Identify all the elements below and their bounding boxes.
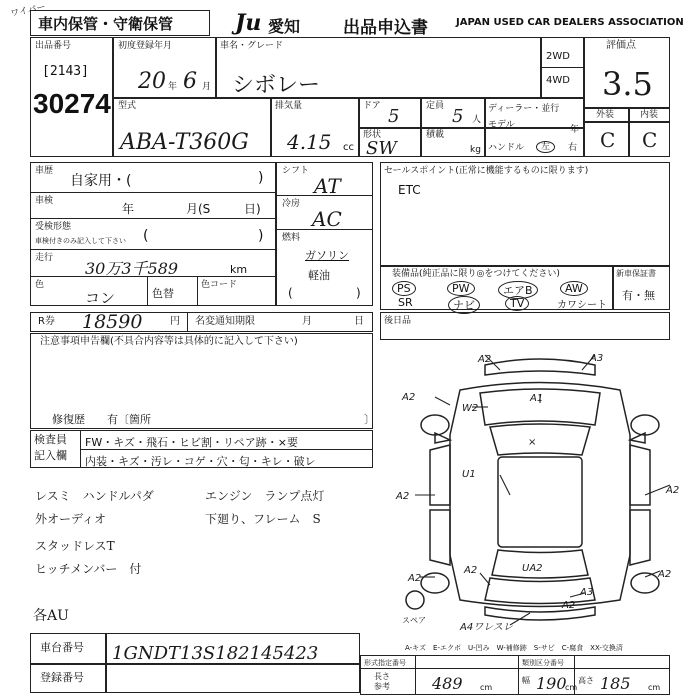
aircon-label: 冷房 — [282, 199, 301, 209]
divider — [518, 655, 519, 695]
divider — [112, 97, 583, 99]
divider — [197, 276, 198, 306]
doors-label: ドア — [363, 101, 381, 111]
inspection-month: 月(S — [186, 202, 211, 216]
remark-2: エンジン ランプ点灯 — [205, 489, 325, 503]
displacement-unit: cc — [343, 142, 354, 153]
divider — [540, 67, 583, 68]
receipt-label: 受検形態 — [35, 222, 72, 232]
divider — [215, 37, 217, 97]
registration-label: 初度登録年月 — [118, 41, 173, 51]
equipment-label: 装備品(純正品に限り◎をつけてください) — [392, 269, 560, 279]
equipment-navi: ナビ — [448, 296, 480, 314]
mark-mirror-a2: A2 — [402, 392, 416, 403]
divider — [583, 107, 670, 109]
divider — [187, 312, 188, 332]
mark-tailgate-a3: A3 — [580, 587, 594, 598]
divider — [628, 107, 630, 157]
recycle-label: R券 — [38, 316, 55, 327]
recycle-value: 18590 — [82, 311, 143, 333]
registration-number-label: 登録番号 — [40, 671, 84, 684]
ju-logo: Ju — [235, 10, 262, 36]
mileage-value: 30万3千589 — [85, 259, 179, 278]
association-name: JAPAN USED CAR DEALERS ASSOCIATION — [456, 17, 684, 28]
chassis-label: 車台番号 — [40, 641, 84, 654]
warranty-label: 新車保証書 — [616, 269, 656, 278]
handle-label: ハンドル — [488, 143, 525, 153]
color-change-label: 色替 — [152, 287, 174, 300]
car-name-label: 車名・グレード — [220, 41, 284, 51]
interior-grade: C — [642, 128, 658, 152]
length-unit: cm — [480, 683, 493, 692]
inspector-label-1: 検査員 — [34, 433, 67, 446]
interior-label: 内装 — [640, 110, 659, 120]
divider — [360, 668, 670, 669]
displacement-label: 排気量 — [275, 101, 303, 111]
receipt-close: ) — [258, 228, 264, 244]
capacity-label: 定員 — [426, 101, 445, 111]
mark-front-a2: A2 — [478, 354, 492, 365]
category-label: 類別区分番号 — [522, 659, 564, 667]
sales-point-value: ETC — [398, 183, 421, 197]
car-name: シボレー — [232, 73, 321, 98]
warranty-value: 有・無 — [622, 289, 655, 302]
length-label: 長さ — [374, 672, 390, 681]
model-designation-label: 形式指定番号 — [364, 659, 406, 667]
listing-number: 30274 — [33, 88, 111, 119]
divider — [147, 276, 148, 306]
reference-label: 参考 — [374, 682, 390, 691]
equipment-ps: PS — [392, 281, 416, 296]
exterior-label: 外装 — [596, 110, 615, 120]
shape-label: 形状 — [363, 130, 382, 140]
width-unit: cm — [565, 683, 578, 692]
model-year-label: モデル — [488, 120, 515, 130]
repair-history: 修復歴 有〔箇所 — [52, 413, 151, 426]
length-value: 489 — [432, 674, 463, 693]
spare-label: スペア — [402, 616, 426, 625]
history-close: ) — [258, 170, 264, 186]
rating-score: 3.5 — [602, 65, 653, 103]
height-label: 高さ — [578, 676, 594, 685]
damage-legend: A-キズ E-エクボ U-凹み W-補修跡 S-サビ C-腐食 XX-交換済 — [405, 644, 623, 652]
mileage-label: 走行 — [35, 253, 54, 263]
recycle-unit: 円 — [170, 316, 180, 327]
registration-month: 6 — [183, 69, 197, 94]
history-value: 自家用・( — [70, 173, 132, 189]
aircon-value: AC — [312, 207, 342, 231]
height-unit: cm — [648, 683, 661, 692]
equipment-leather-seat: カワシート — [557, 300, 607, 311]
inspector-label-2: 記入欄 — [34, 449, 67, 462]
drive-2wd: 2WD — [546, 51, 570, 62]
model-label: 型式 — [118, 101, 137, 111]
mark-windshield-x: × — [528, 437, 537, 448]
receipt-note: 車検付きのみ記入して下さい — [35, 237, 126, 245]
shift-label: シフト — [282, 166, 310, 176]
registration-year-unit: 年 — [168, 82, 178, 92]
rating-label: 評価点 — [606, 40, 636, 51]
divider — [583, 37, 585, 157]
rear-items-box — [380, 312, 670, 340]
storage-type: 車内保管・守衛保管 — [38, 15, 174, 33]
registration-month-unit: 月 — [202, 82, 212, 92]
color-label: 色 — [35, 280, 45, 290]
mark-bumper-a2: A2 — [562, 600, 576, 611]
shift-value: AT — [314, 174, 341, 198]
mark-roof-u1: U1 — [462, 469, 476, 480]
capacity-unit: 人 — [472, 115, 482, 125]
fuel-diesel: 軽油 — [308, 269, 330, 282]
inspection-label: 車検 — [35, 196, 54, 206]
exterior-grade: C — [600, 128, 616, 152]
handle-right: 右 — [568, 143, 578, 153]
mileage-unit: km — [230, 263, 248, 276]
rear-items-label: 後日品 — [384, 316, 412, 326]
load-label: 積載 — [426, 130, 445, 140]
color-code-label: 色コード — [201, 280, 238, 290]
mark-right-door-a2: A2 — [666, 485, 680, 496]
listing-sub-number: [2143] — [42, 64, 89, 79]
sales-point-label: セールスポイント(正常に機能するものに限ります) — [384, 166, 589, 176]
divider — [415, 655, 416, 695]
notes-label: 注意事項申告欄(不具合内容等は具体的に記入して下さい) — [40, 336, 298, 347]
width-value: 190 — [536, 674, 567, 693]
form-title: 出品申込書 — [343, 18, 428, 38]
divider — [358, 127, 583, 129]
divider — [30, 218, 275, 219]
shape-value: SW — [366, 138, 397, 159]
fuel-open: ( — [288, 286, 293, 300]
car-damage-diagram — [390, 345, 690, 645]
tax-month: 月 — [302, 316, 312, 327]
doors-value: 5 — [388, 106, 400, 127]
mark-left-door-a2: A2 — [396, 491, 410, 502]
inspector-fw-line: FW・キズ・飛石・ヒビ割・リペア跡・×要 — [85, 436, 298, 449]
divider — [30, 192, 275, 193]
dealer-label: ディーラー・並行 — [488, 104, 560, 114]
model-code: ABA-T360G — [120, 130, 249, 155]
mark-bumper-a4: A4ワレスレ — [460, 622, 513, 633]
sales-point-box — [380, 162, 670, 266]
repair-history-close: 〕 — [364, 413, 375, 426]
drive-4wd: 4WD — [546, 75, 570, 86]
receipt-open: ( — [143, 228, 149, 244]
fuel-label: 燃料 — [282, 233, 301, 243]
corner-note: ワイパー — [9, 2, 47, 20]
divider — [30, 249, 275, 250]
model-year-unit: 年 — [570, 125, 580, 135]
fuel-gasoline: ガソリン — [305, 249, 349, 262]
mark-rear-left-a2: A2 — [408, 573, 422, 584]
listing-number-label: 出品番号 — [35, 41, 72, 51]
displacement-value: 4.15 — [287, 130, 332, 154]
inspector-interior-line: 内装・キズ・汚レ・コゲ・穴・匂・キレ・破レ — [85, 455, 316, 468]
remark-3: 外オーディオ — [35, 512, 107, 526]
equipment-tv: TV — [505, 296, 529, 311]
brand-name: 愛知 — [268, 17, 301, 36]
inspection-day: 日) — [244, 202, 261, 216]
capacity-value: 5 — [452, 106, 464, 127]
mark-rear-right-a2: A2 — [658, 569, 672, 580]
mark-tailgate-ua2: UA2 — [522, 563, 543, 574]
remark-5: スタッドレスT — [35, 539, 115, 553]
height-value: 185 — [600, 674, 631, 693]
equipment-sr: SR — [398, 296, 413, 309]
fuel-close: ) — [356, 286, 361, 300]
handle-left: 左 — [536, 141, 555, 153]
load-unit: kg — [470, 145, 481, 155]
equipment-airbag: エアB — [498, 281, 538, 299]
remark-4: 下廻り、フレーム S — [205, 512, 321, 526]
registration-year: 20 — [138, 69, 166, 94]
inspection-year: 年 — [122, 202, 135, 216]
tax-label: 名変通知期限 — [195, 316, 255, 327]
mark-hood-a1: A1 — [530, 393, 544, 404]
tax-day: 日 — [354, 316, 364, 327]
remark-7: 各AU — [33, 608, 69, 624]
divider — [270, 98, 272, 157]
mark-w2: W2 — [462, 403, 479, 414]
chassis-number: 1GNDT13S182145423 — [112, 643, 319, 664]
divider — [275, 162, 277, 306]
remark-1: レスミ ハンドルパダ — [35, 489, 154, 503]
divider — [583, 121, 670, 123]
equipment-pw: PW — [447, 281, 475, 296]
equipment-aw: AW — [560, 281, 588, 296]
history-label: 車歴 — [35, 166, 54, 176]
color-value: コン — [85, 289, 116, 307]
mark-front-a3: A3 — [590, 353, 604, 364]
mark-rear-window-a2: A2 — [464, 565, 478, 576]
width-label: 幅 — [522, 676, 530, 685]
remark-6: ヒッチメンバー 付 — [35, 562, 142, 576]
